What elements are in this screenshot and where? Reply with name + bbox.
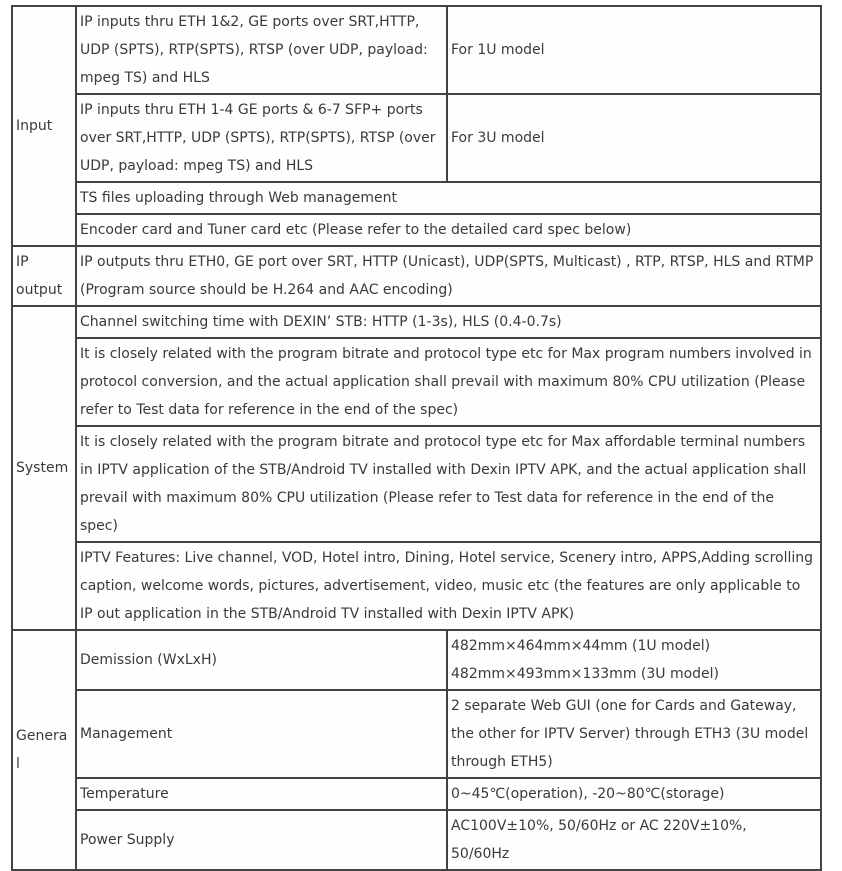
- table-row: [12, 778, 821, 810]
- spec-label-power-supply: Power Supply: [76, 810, 447, 870]
- table-row: [12, 630, 821, 690]
- spec-value-demission: [447, 630, 821, 690]
- spec-value-power-supply: [447, 810, 821, 870]
- power-supply-value-line1: AC100V±10%, 50/60Hz or AC 220V±10%,: [451, 818, 747, 834]
- table-row: [12, 690, 821, 778]
- spec-cell-input-ip-1u: IP inputs thru ETH 1&2, GE ports over SRT,HTTP, UDP (SPTS), RTP(SPTS), RTSP (over UDP, payload: mpeg TS) and HLS: [76, 6, 447, 94]
- table-row: [12, 542, 821, 630]
- spec-cell-channel-switching: Channel switching time with DEXIN’ STB: HTTP (1-3s), HLS (0.4-0.7s): [76, 306, 821, 338]
- table-row: [12, 6, 821, 94]
- section-label-input: Input: [12, 6, 76, 246]
- management-value: 2 separate Web GUI (one for Cards and Gateway, the other for IPTV Server) through ETH3 (3U model through ETH5): [451, 698, 809, 770]
- demission-value-3u: 482mm×493mm×133mm (3U model): [451, 666, 720, 682]
- spec-cell-ip-output: IP outputs thru ETH0, GE port over SRT, HTTP (Unicast), UDP(SPTS, Multicast) , RTP, RTSP, HLS and RTMP (Program source should be H.264 and AAC encoding): [76, 246, 821, 306]
- table-row: [12, 214, 821, 246]
- spec-table: [11, 5, 822, 871]
- demission-value-1u: 482mm×464mm×44mm (1U model): [451, 638, 711, 654]
- spec-cell-max-programs: It is closely related with the program bitrate and protocol type etc for Max program numbers involved in protocol conversion, and the actual application shall prevail with maximum 80% CPU utilization (Please refer to Test data for reference in the end of the spec): [76, 338, 821, 426]
- spec-cell-max-terminals: It is closely related with the program bitrate and protocol type etc for Max affordable terminal numbers in IPTV application of the STB/Android TV installed with Dexin IPTV APK, and the actual application shall prevail with maximum 80% CPU utilization (Please refer to Test data for reference in the end of the spec): [76, 426, 821, 542]
- temperature-value: 0~45℃(operation), -20~80℃(storage): [451, 786, 725, 802]
- table-row: [12, 338, 821, 426]
- power-supply-value-line2: 50/60Hz: [451, 846, 510, 862]
- spec-label-demission: Demission (WxLxH): [76, 630, 447, 690]
- spec-cell-input-cards: Encoder card and Tuner card etc (Please refer to the detailed card spec below): [76, 214, 821, 246]
- section-label-general: General: [12, 630, 76, 870]
- table-row: [12, 810, 821, 870]
- spec-cell-iptv-features: IPTV Features: Live channel, VOD, Hotel intro, Dining, Hotel service, Scenery intro, APPS,Adding scrolling caption, welcome words, pictures, advertisement, video, music etc (the features are only applicable to IP out application in the STB/Android TV installed with Dexin IPTV APK): [76, 542, 821, 630]
- section-label-system: System: [12, 306, 76, 630]
- spec-cell-input-ts-files: TS files uploading through Web management: [76, 182, 821, 214]
- table-row: [12, 426, 821, 542]
- section-label-ip-output: IP output: [12, 246, 76, 306]
- spec-label-management: Management: [76, 690, 447, 778]
- spec-cell-input-ip-3u: IP inputs thru ETH 1-4 GE ports & 6-7 SFP+ ports over SRT,HTTP, UDP (SPTS), RTP(SPTS), RTSP (over UDP, payload: mpeg TS) and HLS: [76, 94, 447, 182]
- spec-label-temperature: Temperature: [76, 778, 447, 810]
- spec-value-management: [447, 690, 821, 778]
- table-row: [12, 182, 821, 214]
- table-row: [12, 94, 821, 182]
- table-row: [12, 306, 821, 338]
- spec-note-3u-model: For 3U model: [447, 94, 821, 182]
- spec-value-temperature: [447, 778, 821, 810]
- table-row: [12, 246, 821, 306]
- spec-note-1u-model: For 1U model: [447, 6, 821, 94]
